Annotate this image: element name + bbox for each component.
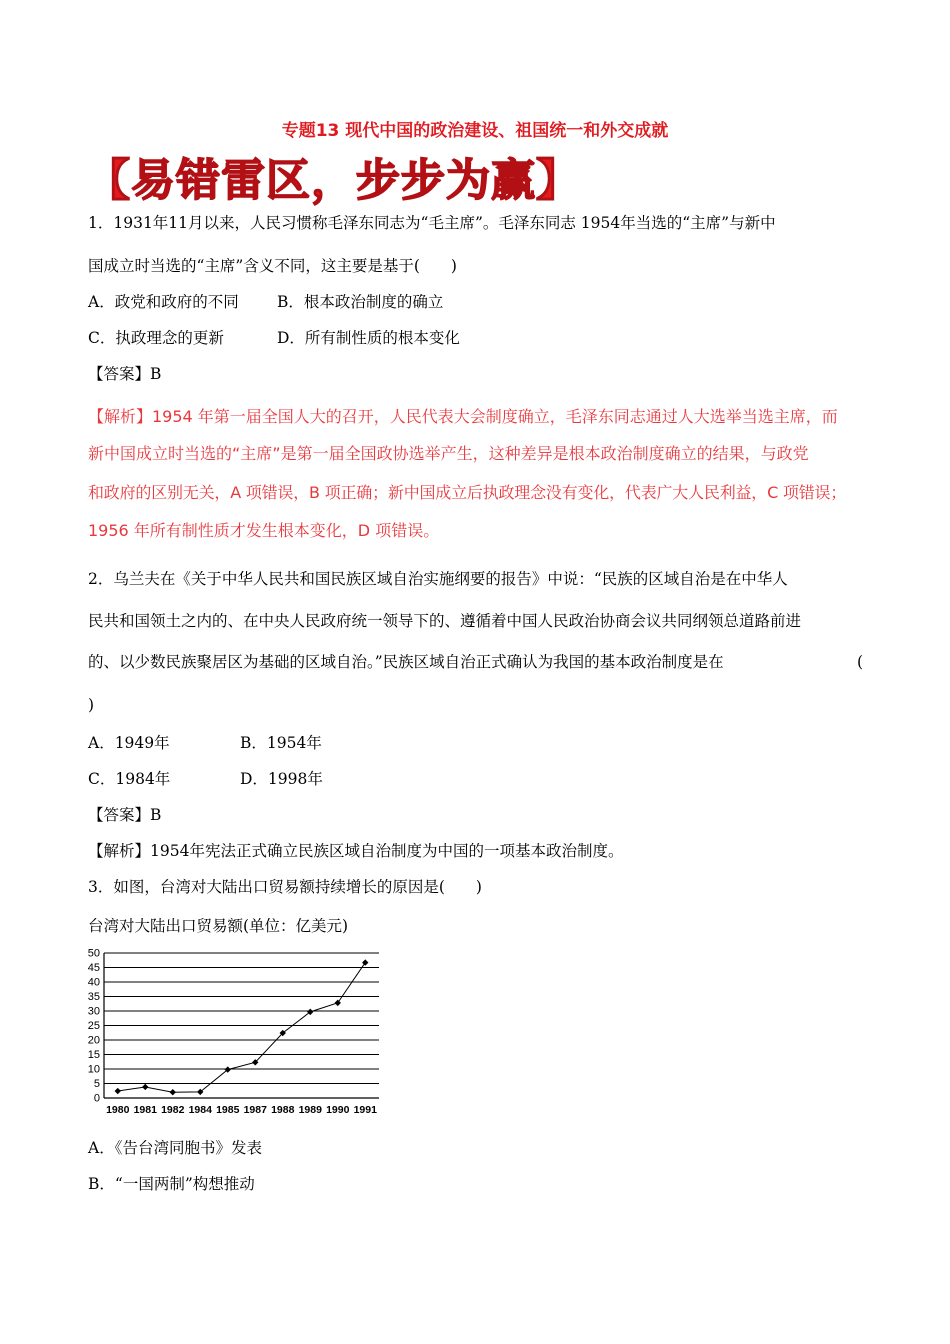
x-tick-label: 1982 xyxy=(161,1104,185,1116)
data-point xyxy=(115,1088,121,1094)
document-title: 专题13 现代中国的政治建设、祖国统一和外交成就 xyxy=(281,121,669,141)
x-tick-label: 1991 xyxy=(353,1104,377,1116)
y-tick-label: 30 xyxy=(87,1005,100,1018)
y-tick-label: 45 xyxy=(87,962,100,974)
y-tick-label: 40 xyxy=(87,976,100,989)
q2-stem-paren-close: ) xyxy=(88,696,95,714)
x-tick-label: 1981 xyxy=(133,1104,157,1116)
q1-explanation-line4: 1956 年所有制性质才发生根本变化，D 项错误。 xyxy=(88,521,440,540)
q1-option-b: B．根本政治制度的确立 xyxy=(277,293,444,311)
data-point xyxy=(170,1089,176,1095)
q1-option-d: D．所有制性质的根本变化 xyxy=(277,329,460,347)
chart-caption: 台湾对大陆出口贸易额(单位：亿美元) xyxy=(88,917,349,935)
y-tick-label: 35 xyxy=(87,991,100,1003)
data-point xyxy=(142,1084,148,1090)
y-tick-label: 5 xyxy=(93,1078,100,1090)
y-tick-label: 10 xyxy=(87,1063,100,1076)
x-tick-label: 1987 xyxy=(243,1104,267,1116)
y-tick-label: 25 xyxy=(87,1020,100,1032)
q2-option-c: C．1984年 xyxy=(88,770,171,788)
x-tick-label: 1990 xyxy=(326,1104,350,1116)
data-point xyxy=(335,1000,341,1006)
x-tick-label: 1984 xyxy=(188,1104,212,1116)
q2-stem-line2: 民共和国领土之内的、在中央人民政府统一领导下的、遵循着中国人民政治协商会议共同纲领总道路前进 xyxy=(88,612,802,630)
x-tick-label: 1988 xyxy=(271,1104,295,1116)
q1-explanation-line1: 【解析】1954 年第一届全国人大的召开，人民代表大会制度确立，毛泽东同志通过人大选举当选主席，而 xyxy=(88,407,838,426)
q1-option-c: C．执政理念的更新 xyxy=(88,329,224,347)
q3-option-b: B．“一国两制”构想推动 xyxy=(88,1175,255,1193)
section-banner: 【易错雷区，步步为赢】 xyxy=(86,155,581,206)
x-tick-label: 1980 xyxy=(106,1104,130,1116)
q2-option-b: B．1954年 xyxy=(240,734,322,752)
q1-stem-line1: 1．1931年11月以来，人民习惯称毛泽东同志为“毛主席”。毛泽东同志 1954年当选的“主席”与新中 xyxy=(88,214,776,232)
q2-answer: 【答案】B xyxy=(88,806,162,824)
q2-option-a: A．1949年 xyxy=(88,734,170,752)
q1-stem-line2: 国成立时当选的“主席”含义不同，这主要是基于( ) xyxy=(88,257,457,275)
q1-explanation-line3: 和政府的区别无关，A 项错误，B 项正确；新中国成立后执政理念没有变化，代表广大人民利益，C 项错误； xyxy=(88,483,847,502)
y-tick-label: 0 xyxy=(93,1092,100,1105)
q2-option-d: D．1998年 xyxy=(240,770,323,788)
x-tick-label: 1985 xyxy=(216,1104,240,1116)
data-point xyxy=(362,959,368,965)
q1-answer: 【答案】B xyxy=(88,365,162,383)
y-tick-label: 15 xyxy=(87,1049,100,1061)
q2-stem-paren-open: ( xyxy=(857,653,864,671)
q1-explanation-line2: 新中国成立时当选的“主席”是第一届全国政协选举产生，这种差异是根本政治制度确立的结果，与政党 xyxy=(88,444,809,463)
x-tick-label: 1989 xyxy=(298,1104,322,1116)
q3-stem: 3．如图，台湾对大陆出口贸易额持续增长的原因是( ) xyxy=(88,878,482,896)
y-tick-label: 20 xyxy=(87,1034,100,1047)
y-tick-label: 50 xyxy=(87,947,100,960)
q1-option-a: A．政党和政府的不同 xyxy=(88,293,239,311)
q3-option-a: A．《告台湾同胞书》发表 xyxy=(88,1139,262,1157)
export-line-chart xyxy=(84,943,394,1118)
q2-stem-line1: 2．乌兰夫在《关于中华人民共和国民族区域自治实施纲要的报告》中说：“民族的区域自治是在中华人 xyxy=(88,570,788,588)
q2-stem-line3: 的、以少数民族聚居区为基础的区域自治。”民族区域自治正式确认为我国的基本政治制度是在 xyxy=(88,653,724,671)
q2-explanation: 【解析】1954年宪法正式确立民族区域自治制度为中国的一项基本政治制度。 xyxy=(88,842,624,860)
